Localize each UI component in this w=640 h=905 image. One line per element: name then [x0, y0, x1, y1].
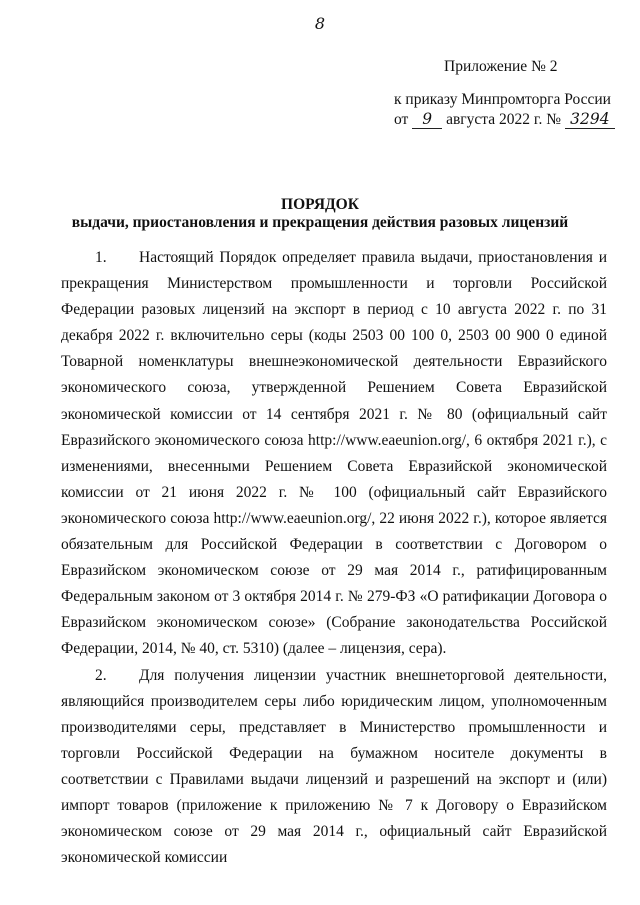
page-number: 8	[314, 14, 326, 33]
order-number-handwritten: 3294	[565, 111, 615, 129]
paragraph-number: 1.	[95, 249, 107, 266]
document-body	[61, 245, 607, 871]
order-month-year: августа 2022 г. №	[446, 111, 562, 128]
order-reference	[394, 90, 615, 130]
paragraph-number: 2.	[95, 666, 107, 684]
order-reference-line1: к приказу Минпромторга России	[394, 91, 611, 108]
order-day-handwritten: 9	[412, 111, 442, 129]
order-date-prefix: от	[394, 111, 409, 128]
paragraph-text: Настоящий Порядок определяет правила выдачи, приостановления и прекращения Министерством промышленности и торговли Российской Федерации разовых лицензий на экспорт в период с 10 августа 2022 г. по 31 декабря 2022 г. включительно серы (коды 2503 00 100 0, 2503 00 900 0 единой Товарной номенклатуры внешнеэкономической деятельности Евразийского экономического союза, утвержденной Решением Совета Евразийской экономической комиссии от 14 сентября 2021 г. № 80 (официальный сайт Евразийского экономического союза http://www.eaeunion.org/, 6 октября 2021 г.), с изменениями, внесенными Решением Совета Евразийской экономической комиссии от 21 июня 2022 г. № 100 (официальный сайт Евразийского экономического союза http://www.eaeunion.org/, 22 июня 2022 г.), которое является обязательным для Российской Федерации в соответствии с Договором о Евразийском экономическом союзе от 29 мая 2014 г., ратифицированным Федеральным законом от 3 октября 2014 г. № 279-ФЗ «О ратификации Договора о Евразийском экономическом союзе» (Собрание законодательства Российской Федерации, 2014, № 40, ст. 5310) (далее – лицензия, сера).	[61, 249, 607, 658]
appendix-label: Приложение № 2	[444, 58, 558, 75]
paragraph-2	[61, 663, 607, 872]
order-reference-line2	[394, 110, 615, 130]
document-title: ПОРЯДОК	[281, 196, 359, 213]
document-subtitle: выдачи, приостановления и прекращения действия разовых лицензий	[71, 214, 569, 231]
paragraph-1	[61, 245, 607, 663]
paragraph-text: Для получения лицензии участник внешнеторговой деятельности, являющийся производителем серы либо юридическим лицом, уполномоченным производителями серы, представляет в Министерство промышленности и торговли Российской Федерации на бумажном носителе документы в соответствии с Правилами выдачи лицензий и разрешений на экспорт и (или) импорт товаров (приложение к приложению № 7 к Договору о Евразийском экономическом союзе от 29 мая 2014 г., официальный сайт Евразийской экономической комиссии	[61, 666, 607, 867]
